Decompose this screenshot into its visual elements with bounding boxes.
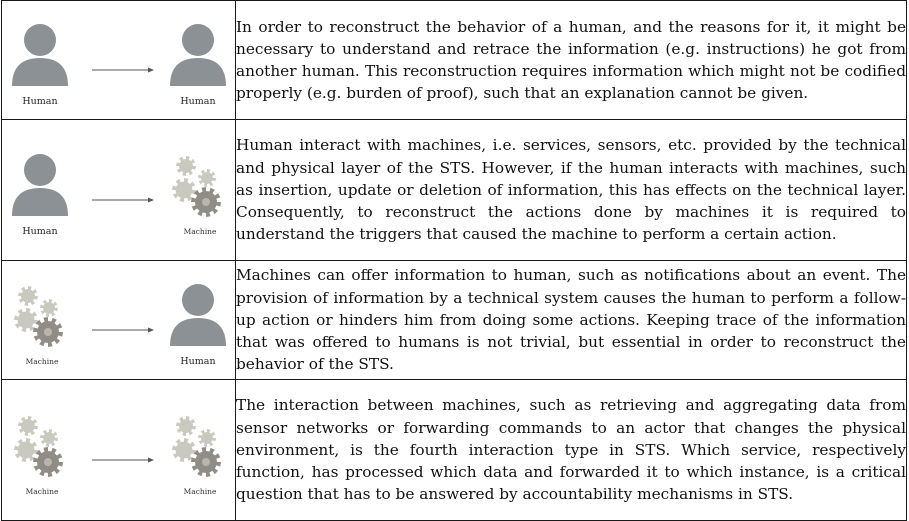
table-row <box>2 120 907 261</box>
gear-icon <box>14 416 63 477</box>
interaction-figure <box>2 380 236 521</box>
table-row <box>2 261 907 380</box>
table-row <box>2 1 907 120</box>
human-icon <box>12 24 68 86</box>
gear-icon <box>14 286 63 347</box>
interaction-figure <box>2 120 236 261</box>
interaction-figure <box>2 1 236 120</box>
actor-label: Human <box>22 226 58 237</box>
interaction-description: In order to reconstruct the behavior of a human, and the reasons for it, it might be necessary to understand and retrace the information (e.g. instructions) he got from another human. This reconstruction requires information which might not be codified properly (e.g. burden of proof), such that an explanation cannot be given. <box>236 1 907 120</box>
actor-label: Machine <box>25 357 59 366</box>
arrow-icon <box>92 328 154 333</box>
interaction-scene <box>2 261 235 379</box>
human-icon <box>170 284 226 346</box>
gear-icon <box>172 156 221 217</box>
interaction-types-table <box>1 0 907 521</box>
arrow-icon <box>92 198 154 203</box>
actor-label: Machine <box>183 487 217 496</box>
actor-label: Machine <box>25 487 59 496</box>
human-icon <box>170 24 226 86</box>
actor-label: Human <box>180 96 216 107</box>
interaction-figure <box>2 261 236 380</box>
interaction-description: Human interact with machines, i.e. services, sensors, etc. provided by the technical and physical layer of the STS. However, if the human interacts with machines, such as insertion, update or deletion of information, this has effects on the technical layer. Consequently, to reconstruct the actions done by machines it is required to understand the triggers that caused the machine to perform a certain action. <box>236 120 907 261</box>
actor-label: Human <box>22 96 58 107</box>
arrow-icon <box>92 68 154 73</box>
arrow-icon <box>92 458 154 463</box>
actor-label: Human <box>180 356 216 367</box>
human-icon <box>12 154 68 216</box>
interaction-scene <box>2 1 235 119</box>
interaction-description: Machines can offer information to human, such as notifications about an event. The provision of information by a technical system causes the human to perform a follow-up action or hinders him from doing some actions. Keeping trace of the information that was offered to humans is not trivial, but essential in order to reconstruct the behavior of the STS. <box>236 261 907 380</box>
interaction-description: The interaction between machines, such as retrieving and aggregating data from sensor networks or forwarding commands to an actor that changes the physical environment, is the fourth interaction type in STS. Which service, respectively function, has processed which data and forwarded it to which instance, is a critical question that has to be answered by accountability mechanisms in STS. <box>236 380 907 521</box>
actor-label: Machine <box>183 227 217 236</box>
interaction-scene <box>2 380 235 520</box>
table-row <box>2 380 907 521</box>
gear-icon <box>172 416 221 477</box>
interaction-scene <box>2 120 235 260</box>
